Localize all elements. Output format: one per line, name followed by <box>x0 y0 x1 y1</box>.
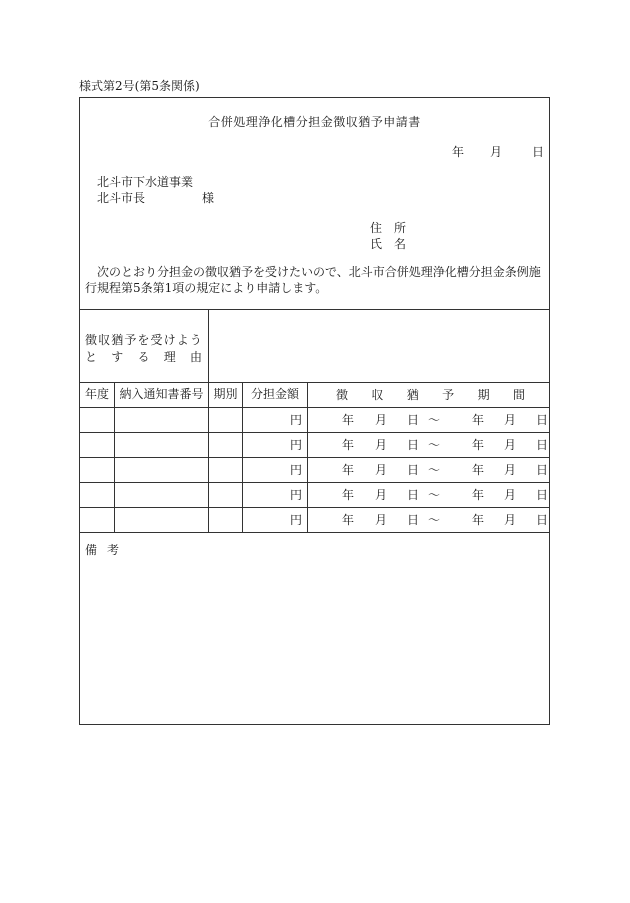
header-amount: 分担金額 <box>250 387 299 401</box>
to-month: 月 <box>504 513 517 527</box>
from-month: 月 <box>375 488 388 502</box>
from-year: 年 <box>342 413 355 427</box>
period-tilde: ～ <box>428 463 441 477</box>
header-period-char: 予 <box>442 388 455 402</box>
name-label: 氏 名 <box>370 237 407 251</box>
date-year-label: 年 <box>452 145 465 159</box>
header-period-char: 間 <box>512 388 525 402</box>
reason-label-char: 予 <box>124 333 137 347</box>
reason-label-char: る <box>137 350 150 364</box>
from-year: 年 <box>342 488 355 502</box>
amount-unit: 円 <box>290 463 303 477</box>
period-tilde: ～ <box>428 413 441 427</box>
header-period-char: 徴 <box>336 388 349 402</box>
header-term: 期別 <box>213 387 238 401</box>
table-row-border <box>80 482 549 483</box>
header-period-char: 猶 <box>406 388 419 402</box>
header-year: 年度 <box>84 387 109 401</box>
to-day: 日 <box>536 463 549 477</box>
date-day-label: 日 <box>532 145 545 159</box>
to-day: 日 <box>536 488 549 502</box>
reason-label-char: 受 <box>150 333 163 347</box>
application-statement: 次のとおり分担金の徴収猶予を受けたいので、北斗市合併処理浄化槽分担金条例施行規程第5条第1項の規定により申請します。 <box>85 265 541 295</box>
reason-label-char: と <box>85 350 98 364</box>
address-label: 住 所 <box>370 221 407 235</box>
reason-label-char: 由 <box>189 350 202 364</box>
to-month: 月 <box>504 488 517 502</box>
table-row-border <box>80 457 549 458</box>
reason-label <box>85 332 205 366</box>
to-month: 月 <box>504 463 517 477</box>
to-year: 年 <box>472 463 485 477</box>
to-month: 月 <box>504 438 517 452</box>
from-day: 日 <box>407 463 420 477</box>
from-day: 日 <box>407 513 420 527</box>
from-month: 月 <box>375 463 388 477</box>
notes-field[interactable] <box>80 533 549 724</box>
table-header-border <box>80 407 549 408</box>
reason-label-char: す <box>111 350 124 364</box>
col-divider <box>242 382 243 532</box>
from-day: 日 <box>407 413 420 427</box>
form-number-label: 様式第2号(第5条関係) <box>79 79 200 93</box>
from-year: 年 <box>342 463 355 477</box>
header-deferral-period <box>336 386 525 403</box>
col-divider <box>208 382 209 532</box>
from-day: 日 <box>407 438 420 452</box>
period-tilde: ～ <box>428 488 441 502</box>
to-year: 年 <box>472 488 485 502</box>
col-divider <box>114 382 115 532</box>
to-day: 日 <box>536 513 549 527</box>
reason-label-line1 <box>85 332 202 349</box>
reason-label-char: 収 <box>98 333 111 347</box>
header-period-char: 期 <box>477 388 490 402</box>
to-month: 月 <box>504 413 517 427</box>
from-month: 月 <box>375 513 388 527</box>
table-top-border <box>80 382 549 383</box>
reason-label-char: を <box>137 333 150 347</box>
amount-unit: 円 <box>290 438 303 452</box>
to-year: 年 <box>472 513 485 527</box>
header-notice-number: 納入通知書番号 <box>119 387 204 401</box>
from-month: 月 <box>375 413 388 427</box>
from-year: 年 <box>342 438 355 452</box>
amount-unit: 円 <box>290 488 303 502</box>
reason-label-char: 猶 <box>111 333 124 347</box>
reason-label-char: 理 <box>163 350 176 364</box>
to-year: 年 <box>472 438 485 452</box>
to-day: 日 <box>536 413 549 427</box>
reason-label-line2 <box>85 349 202 366</box>
table-row-border <box>80 432 549 433</box>
to-day: 日 <box>536 438 549 452</box>
addressee-org: 北斗市下水道事業 <box>97 175 194 189</box>
from-day: 日 <box>407 488 420 502</box>
reason-label-char: よ <box>176 333 189 347</box>
period-tilde: ～ <box>428 438 441 452</box>
application-form <box>79 97 550 725</box>
amount-unit: 円 <box>290 413 303 427</box>
col-divider <box>307 382 308 532</box>
addressee-mayor: 北斗市長 <box>97 191 146 205</box>
from-month: 月 <box>375 438 388 452</box>
reason-field[interactable] <box>209 310 549 381</box>
reason-label-char: け <box>163 333 176 347</box>
table-row-border <box>80 507 549 508</box>
notes-label: 備考 <box>85 543 130 557</box>
from-year: 年 <box>342 513 355 527</box>
form-title: 合併処理浄化槽分担金徴収猶予申請書 <box>208 115 421 129</box>
period-tilde: ～ <box>428 513 441 527</box>
header-period-char: 収 <box>371 388 384 402</box>
amount-unit: 円 <box>290 513 303 527</box>
reason-label-char: う <box>189 333 202 347</box>
addressee-honorific: 様 <box>202 191 215 205</box>
to-year: 年 <box>472 413 485 427</box>
reason-label-char: 徴 <box>85 333 98 347</box>
date-month-label: 月 <box>490 145 503 159</box>
